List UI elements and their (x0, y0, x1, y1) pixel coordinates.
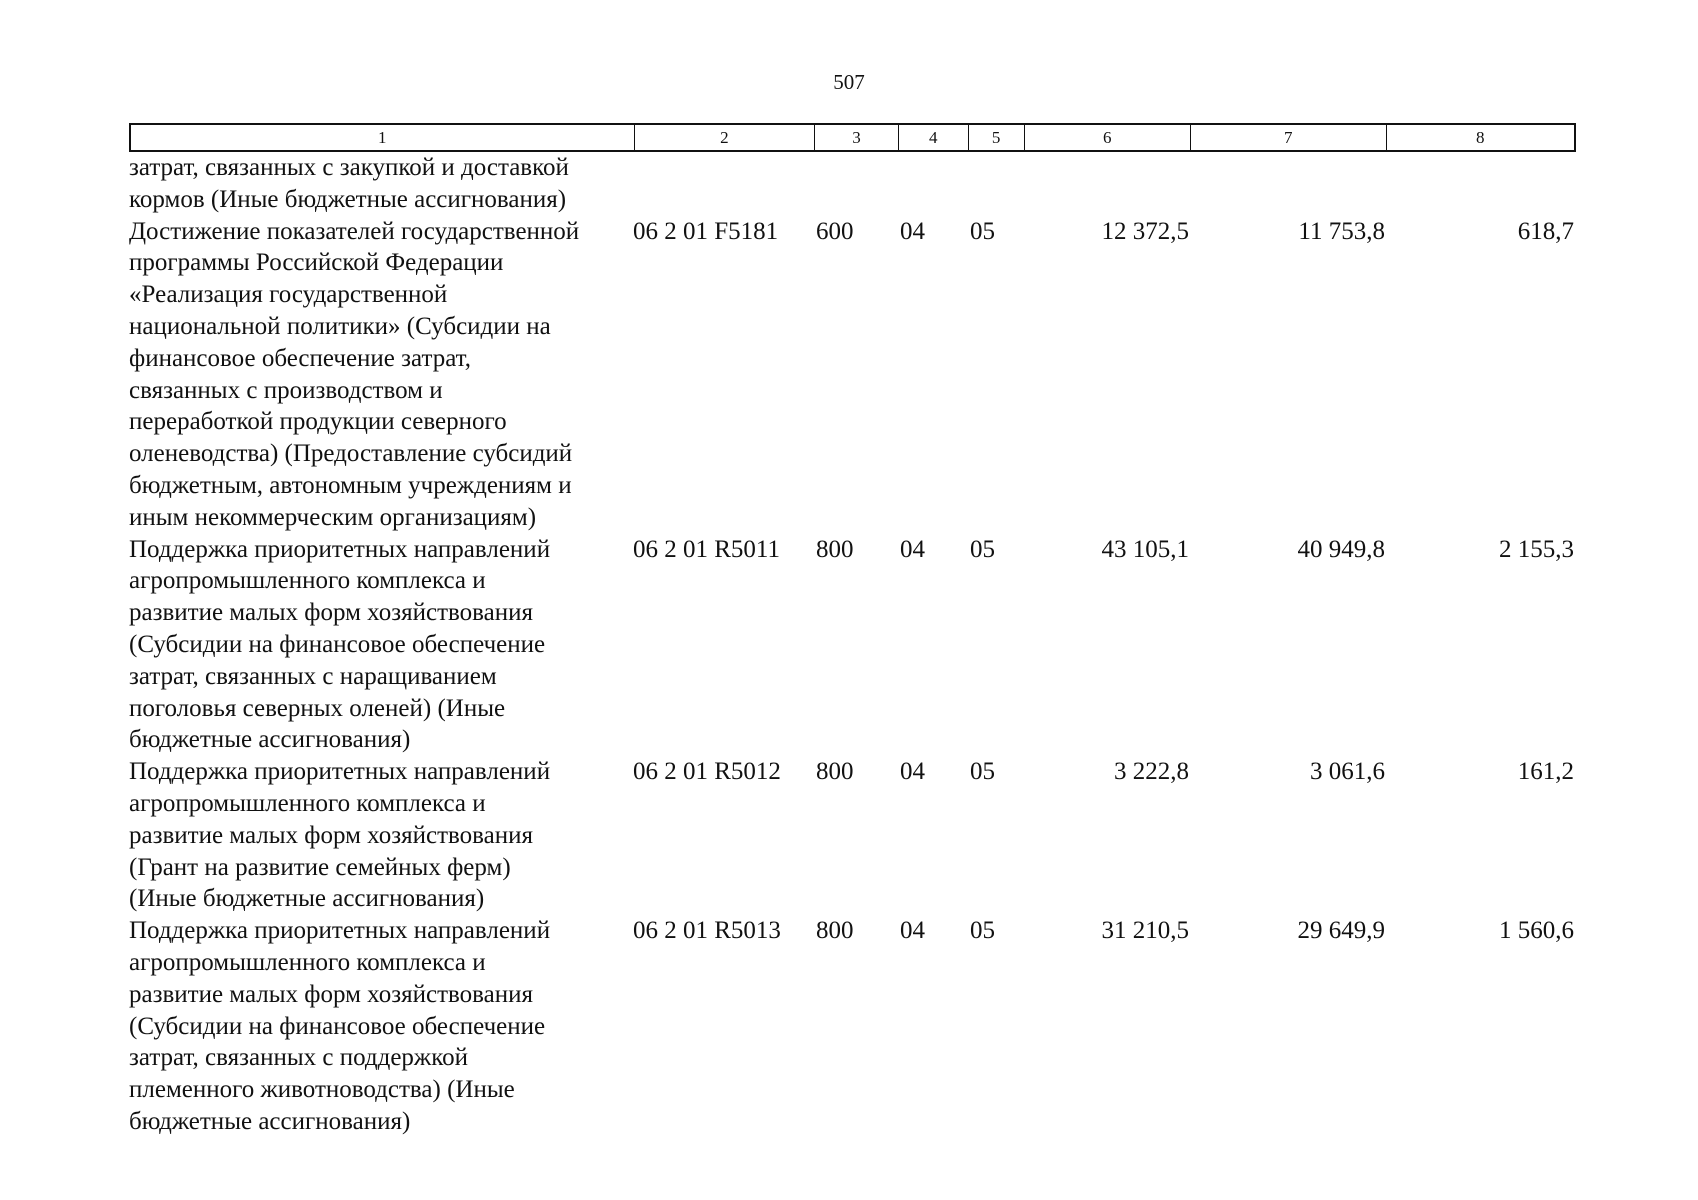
row-total (1024, 152, 1191, 216)
row-col7: 40 949,8 (1297, 535, 1385, 563)
row-rz: 04 (900, 917, 925, 945)
row-code (633, 152, 814, 216)
table-header-row (129, 123, 1576, 152)
row-total: 12 372,5 (1101, 217, 1189, 245)
table-row (129, 216, 1576, 534)
row-rz (898, 152, 968, 216)
row-code: 06 2 01 R5011 (633, 535, 780, 563)
row-pr: 05 (970, 535, 995, 563)
column-header-1: 1 (378, 128, 387, 147)
row-total: 3 222,8 (1114, 758, 1189, 786)
column-header-2: 2 (634, 125, 815, 150)
row-pr: 05 (970, 217, 995, 245)
row-rz: 04 (900, 758, 925, 786)
row-name: Поддержка приоритетных направлений агропромышленного комплекса и развитие малых форм хозяйствования (Субсидии на финансовое обеспечение затрат, связанных с поддержкой племенного животноводства) (Иные бюджетные ассигнования) (129, 917, 551, 1135)
row-vr: 800 (816, 758, 854, 786)
row-col7: 3 061,6 (1310, 758, 1385, 786)
row-total: 43 105,1 (1101, 535, 1189, 563)
row-vr (814, 152, 898, 216)
table-row (129, 915, 1576, 1138)
row-col8: 2 155,3 (1499, 535, 1574, 563)
row-vr: 800 (816, 917, 854, 945)
column-header-7: 7 (1190, 125, 1385, 150)
row-vr: 800 (816, 535, 854, 563)
column-header-3: 3 (814, 125, 898, 150)
table-body (129, 152, 1576, 1138)
row-pr: 05 (970, 758, 995, 786)
row-col8: 161,2 (1517, 758, 1574, 786)
row-code: 06 2 01 R5013 (633, 917, 781, 945)
row-col7: 29 649,9 (1297, 917, 1385, 945)
table-row (129, 756, 1576, 915)
row-name: Поддержка приоритетных направлений агропромышленного комплекса и развитие малых форм хозяйствования (Субсидии на финансовое обеспечение затрат, связанных с наращиванием поголовья северных оленей) (Иные бюджетные ассигнования) (129, 535, 551, 754)
row-pr (968, 152, 1024, 216)
row-col7: 11 753,8 (1298, 217, 1385, 245)
column-header-6: 6 (1024, 125, 1191, 150)
row-rz: 04 (900, 535, 925, 563)
row-code: 06 2 01 F5181 (633, 217, 779, 245)
row-total: 31 210,5 (1101, 917, 1189, 945)
row-name: Достижение показателей государственной программы Российской Федерации «Реализация государственной национальной политики» (Субсидии на финансовое обеспечение затрат, связанных с производством и переработкой продукции северного оленеводства) (Предоставление субсидий бюджетным, автономным учреждениям и иным некоммерческим организациям) (129, 217, 580, 531)
column-header-8: 8 (1386, 125, 1574, 150)
row-pr: 05 (970, 917, 995, 945)
row-rz: 04 (900, 217, 925, 245)
row-vr: 600 (816, 217, 854, 245)
column-header-4: 4 (898, 125, 968, 150)
row-name: Поддержка приоритетных направлений агропромышленного комплекса и развитие малых форм хозяйствования (Грант на развитие семейных ферм) (Иные бюджетные ассигнования) (129, 758, 551, 913)
table-row (129, 152, 1576, 216)
table-row (129, 534, 1576, 757)
row-col7 (1191, 152, 1387, 216)
page-number: 507 (833, 70, 865, 94)
row-name: затрат, связанных с закупкой и доставкой кормов (Иные бюджетные ассигнования) (129, 154, 569, 213)
row-code: 06 2 01 R5012 (633, 758, 781, 786)
row-col8: 618,7 (1517, 217, 1574, 245)
column-header-5: 5 (968, 125, 1024, 150)
row-col8: 1 560,6 (1499, 917, 1574, 945)
row-col8 (1387, 152, 1576, 216)
